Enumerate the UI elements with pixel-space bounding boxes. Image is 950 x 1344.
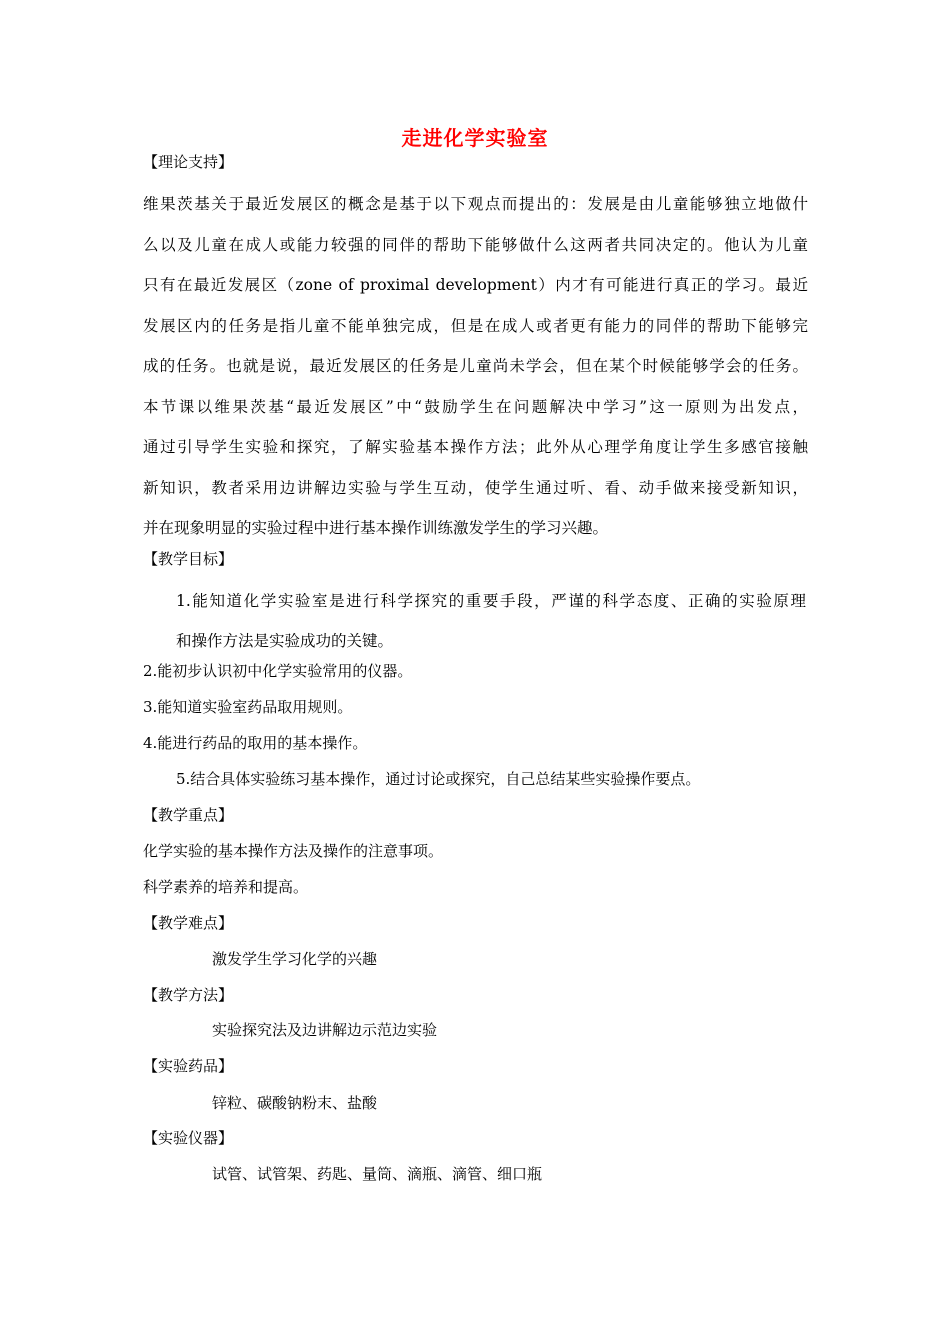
reagents-line: 锌粒、碳酸钠粉末、盐酸: [212, 1094, 378, 1112]
objective-item-3: 3.能知道实验室药品取用规则。: [143, 698, 353, 716]
objective-item-1-line-1: 1.能知道化学实验室是进行科学探究的重要手段，严谨的科学态度、正确的实验原理: [176, 592, 806, 610]
objectives-heading: 【教学目标】: [143, 550, 234, 568]
theory-line: 维果茨基关于最近发展区的概念是基于以下观点而提出的：发展是由儿童能够独立地做什: [143, 195, 808, 213]
keypoint-line-1: 化学实验的基本操作方法及操作的注意事项。: [143, 842, 444, 860]
keypoint-line-2: 科学素养的培养和提高。: [143, 878, 309, 896]
reagents-heading: 【实验药品】: [143, 1057, 234, 1075]
instruments-heading: 【实验仪器】: [143, 1129, 234, 1147]
method-line: 实验探究法及边讲解边示范边实验: [212, 1021, 438, 1039]
difficulty-line: 激发学生学习化学的兴趣: [212, 950, 378, 968]
theory-line: 本节课以维果茨基“最近发展区”中“鼓励学生在问题解决中学习”这一原则为出发点，: [143, 397, 808, 416]
instruments-line: 试管、试管架、药匙、量筒、滴瓶、滴管、细口瓶: [212, 1165, 543, 1183]
objective-item-4: 4.能进行药品的取用的基本操作。: [143, 734, 368, 752]
document-title: 走进化学实验室: [401, 126, 549, 150]
objective-item-2: 2.能初步认识初中化学实验常用的仪器。: [143, 662, 413, 680]
theory-line: 新知识，教者采用边讲解边实验与学生互动，使学生通过听、看、动手做来接受新知识，: [143, 478, 808, 497]
objective-item-1: [176, 581, 806, 661]
theory-line: 么以及儿童在成人或能力较强的同伴的帮助下能够做什么这两者共同决定的。他认为儿童: [143, 235, 808, 254]
objective-item-1-line-2: 和操作方法是实验成功的关键。: [176, 632, 394, 650]
theory-line: 发展区内的任务是指儿童不能单独完成，但是在成人或者更有能力的同伴的帮助下能够完: [143, 316, 808, 335]
theory-line: 成的任务。也就是说，最近发展区的任务是儿童尚未学会，但在某个时候能够学会的任务。: [143, 357, 808, 375]
objective-item-5: 5.结合具体实验练习基本操作，通过讨论或探究，自己总结某些实验操作要点。: [176, 770, 701, 788]
theory-heading: 【理论支持】: [143, 153, 234, 171]
theory-line: 只有在最近发展区（zone of proximal development）内才有可能进行真正的学习。最近: [143, 276, 808, 294]
keypoints-heading: 【教学重点】: [143, 806, 234, 824]
theory-line: 并在现象明显的实验过程中进行基本操作训练激发学生的学习兴趣。: [143, 519, 609, 537]
theory-line: 通过引导学生实验和探究，了解实验基本操作方法；此外从心理学角度让学生多感官接触: [143, 438, 808, 456]
theory-paragraph: [143, 184, 808, 549]
difficulties-heading: 【教学难点】: [143, 914, 234, 932]
methods-heading: 【教学方法】: [143, 986, 234, 1004]
